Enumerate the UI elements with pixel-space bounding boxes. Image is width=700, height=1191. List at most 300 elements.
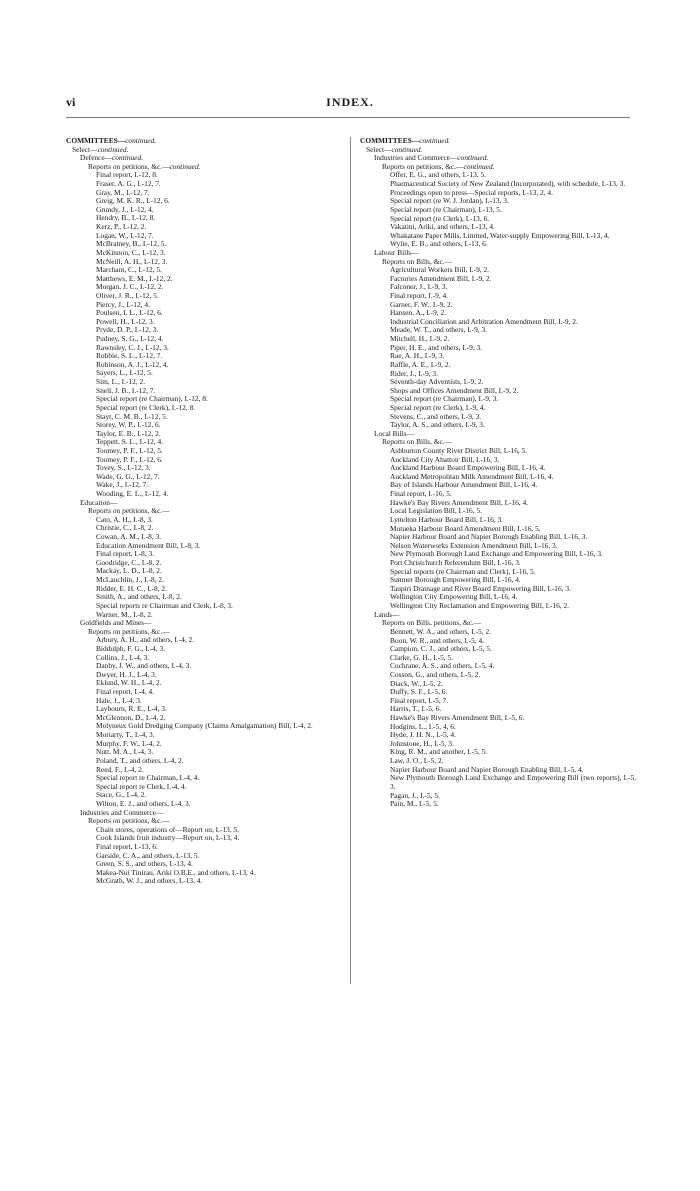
entry-text: Rider, J., I.-9, 3. xyxy=(390,369,438,378)
entry-text: Proceedings open to press—Special reports, I.-13, 2, 4. xyxy=(390,187,553,197)
index-entry xyxy=(360,318,636,327)
entry-text: Falconer, J., I.-9, 3. xyxy=(390,283,448,292)
entry-text: Reports on petitions, &c.— xyxy=(382,162,464,171)
index-entry xyxy=(66,619,342,628)
entry-text: Pryde, D. P., I.-12, 3. xyxy=(96,326,159,335)
index-entry xyxy=(66,524,342,533)
entry-text: Local Legislation Bill, I.-16, 5. xyxy=(390,507,482,516)
index-entry xyxy=(360,275,636,284)
index-entry xyxy=(360,215,636,224)
index-entry xyxy=(360,481,636,490)
index-entry xyxy=(66,593,342,602)
index-entry xyxy=(66,499,342,508)
index-entry xyxy=(360,258,636,267)
entry-continued: continued. xyxy=(112,154,144,163)
entry-text: Lands— xyxy=(374,610,400,619)
entry-text: Hawke's Bay Rivers Amendment Bill, I.-16, 4. xyxy=(390,498,529,507)
index-entry xyxy=(360,507,636,516)
entry-text: Murphy, F. W., I.-4, 2. xyxy=(96,739,162,748)
entry-text: Pudney, S. G., I.-12, 4. xyxy=(96,335,164,344)
entry-text: Diack, W., I.-5, 2. xyxy=(390,679,443,688)
entry-text: Special report (re Clerk), I.-13, 6. xyxy=(390,214,490,223)
index-entry xyxy=(66,800,342,809)
index-entry xyxy=(66,223,342,232)
entry-text: Vakatini, Ariki, and others, I.-13, 4. xyxy=(390,223,495,232)
entry-text: Lyttelton Harbour Board Bill, I.-16, 3. xyxy=(390,515,504,524)
entry-text: Reports on petitions, &c.— xyxy=(88,627,170,636)
entry-text: Hyde, J. H. N., I.-5, 4. xyxy=(390,731,456,740)
index-entry xyxy=(66,283,342,292)
index-entry xyxy=(360,163,636,172)
entry-text: Warner, M., I.-8, 2. xyxy=(96,610,153,619)
entry-text: Meade, W. T., and others, I.-9, 3. xyxy=(390,326,488,335)
entry-text: McGlennon, D., I.-4, 2. xyxy=(96,713,166,722)
index-entry xyxy=(66,232,342,241)
index-entry xyxy=(66,292,342,301)
index-entry xyxy=(360,654,636,663)
entry-text: Sumner Borough Empowering Bill, I.-16, 4. xyxy=(390,576,521,585)
index-entry xyxy=(66,258,342,267)
index-entry xyxy=(360,516,636,525)
entry-text: Matthews, E. M., I.-12, 2. xyxy=(96,274,173,283)
entry-text: Bay of Islands Harbour Amendment Bill, I.-16, 4. xyxy=(390,481,538,490)
index-entry xyxy=(66,679,342,688)
entry-text: Reports on petitions, &c.— xyxy=(88,162,170,171)
index-entry xyxy=(66,559,342,568)
entry-text: Industries and Commerce— xyxy=(374,154,458,163)
entry-text: Robbie, S. L., I.-12, 7. xyxy=(96,352,163,361)
index-entry xyxy=(360,645,636,654)
index-entry xyxy=(66,585,342,594)
entry-text: McNeill, A. H., I.-12, 3. xyxy=(96,257,168,266)
entry-text: Reports on Bills, &c.— xyxy=(382,257,453,266)
index-entry xyxy=(360,395,636,404)
index-entry xyxy=(360,559,636,568)
index-entry xyxy=(66,645,342,654)
page-title: INDEX. xyxy=(326,95,374,109)
index-entry xyxy=(66,387,342,396)
entry-text: Morgan, J. C., I.-12, 2. xyxy=(96,283,164,292)
index-entry xyxy=(360,723,636,732)
entry-text: New Plymouth Borough Land Exchange and Empowering Bill, I.-16, 3. xyxy=(390,549,603,559)
index-entry xyxy=(360,585,636,594)
index-entry xyxy=(360,619,636,628)
index-entry xyxy=(66,542,342,551)
index-entry xyxy=(360,266,636,275)
index-entry xyxy=(360,344,636,353)
entry-text: Reports on petitions, &c.— xyxy=(88,507,170,516)
entry-text: Industries and Commerce— xyxy=(80,808,164,817)
entry-text: Greig, M. K. R., I.-12, 6. xyxy=(96,197,170,206)
entry-text: Stevens, C., and others, I.-9, 3. xyxy=(390,412,482,421)
index-entry xyxy=(66,869,342,878)
index-entry xyxy=(66,413,342,422)
entry-text: Special report (re Chairman), I.-12, 8. xyxy=(96,395,208,404)
entry-text: Wellington City Empowering Bill, I.-16, 4. xyxy=(390,593,518,602)
index-entry xyxy=(66,197,342,206)
left-column xyxy=(66,137,342,886)
index-entry xyxy=(360,206,636,215)
entry-text: Select— xyxy=(72,145,98,154)
entry-text: Whakatane Paper Mills, Limited, Water-supply Empowering Bill, I.-13, 4. xyxy=(390,230,610,240)
index-entry xyxy=(66,628,342,637)
entry-text: Toomey, P. F., I.-12, 5. xyxy=(96,446,163,455)
entry-text: Final report, I.-4, 4. xyxy=(96,688,155,696)
entry-text: Labour Bills— xyxy=(374,248,419,257)
entry-text: Poland, T., and others, I.-4, 2. xyxy=(96,756,184,765)
entry-text: King, R. M., and another, I.-5, 5. xyxy=(390,748,487,757)
entry-continued: continued. xyxy=(125,137,157,145)
entry-continued: continued. xyxy=(169,162,201,171)
entry-text: Makea-Nui Tinirau, Ariki O.B.E., and others, I.-13, 4. xyxy=(96,867,256,877)
index-entry xyxy=(66,843,342,852)
entry-text: Johnstone, H., I.-5, 3. xyxy=(390,739,454,748)
entry-text: Molyneux Gold Dredging Company (Claims Amalgamation) Bill, I.-4, 2. xyxy=(96,721,313,731)
entry-text: Special reports re Chairman and Clerk, I.-8, 3. xyxy=(96,601,233,610)
index-entry xyxy=(66,834,342,843)
index-entry xyxy=(66,533,342,542)
index-entry xyxy=(360,283,636,292)
index-entry xyxy=(66,516,342,525)
index-entry xyxy=(360,637,636,646)
index-entry xyxy=(360,370,636,379)
entry-text: Bennett, W. A., and others, I.-5, 2. xyxy=(390,627,491,636)
entry-text: Final report, I.-16, 5. xyxy=(390,490,452,499)
entry-text: COMMITTEES— xyxy=(360,137,420,145)
index-entry xyxy=(66,361,342,370)
entry-text: Wylie, E. B., and others, I.-13, 6. xyxy=(390,240,488,249)
entry-text: Pagan, J., I.-5, 5. xyxy=(390,791,440,800)
entry-text: Final report, I.-13, 6. xyxy=(96,842,158,851)
index-entry xyxy=(360,387,636,396)
entry-text: Powell, H., I.-12, 3. xyxy=(96,317,155,326)
entry-text: Industrial Conciliation and Arbitration Amendment Bill, I.-9, 2. xyxy=(390,316,578,326)
entry-text: Hawke's Bay Rivers Amendment Bill, I.-5, 6. xyxy=(390,713,525,722)
index-entry xyxy=(66,688,342,697)
index-entry xyxy=(360,800,636,809)
entry-text: Special reports (re Chairman and Clerk), I.-16, 5. xyxy=(390,567,536,576)
index-entry xyxy=(66,490,342,499)
index-entry xyxy=(66,740,342,749)
index-entry xyxy=(66,214,342,223)
entry-continued: continued. xyxy=(419,137,451,145)
index-entry xyxy=(360,774,636,791)
entry-text: Storey, W. P., I.-12, 6. xyxy=(96,421,161,430)
index-entry xyxy=(360,154,636,163)
entry-text: Arbury, A. H., and others, I.-4, 2. xyxy=(96,636,195,645)
index-entry xyxy=(360,568,636,577)
entry-text: Pharmaceutical Society of New Zealand (Incorporated), with schedule, I.-13, 3. xyxy=(390,179,626,189)
entry-text: Hodgins, L., I.-5, 4, 6. xyxy=(390,722,456,731)
index-entry xyxy=(360,413,636,422)
entry-text: Rae, A. H., I.-9, 3. xyxy=(390,352,445,361)
index-entry xyxy=(66,456,342,465)
index-entry xyxy=(360,705,636,714)
index-entry xyxy=(360,189,636,198)
index-entry xyxy=(66,774,342,783)
index-entry xyxy=(360,421,636,430)
entry-text: Poulsen, I. L., I.-12, 6. xyxy=(96,309,163,318)
entry-text: Piper, H. E., and others, I.-9, 3. xyxy=(390,343,483,352)
index-entry xyxy=(66,146,342,155)
index-entry xyxy=(360,232,636,241)
index-entry xyxy=(66,731,342,740)
entry-text: Sim, L., I.-12, 2. xyxy=(96,378,146,387)
index-entry xyxy=(360,335,636,344)
index-entry xyxy=(360,438,636,447)
index-entry xyxy=(66,240,342,249)
entry-text: Cato, A. H., I.-8, 3. xyxy=(96,515,153,524)
index-entry xyxy=(66,447,342,456)
entry-text: Auckland City Abattoir Bill, I.-16, 3. xyxy=(390,455,500,464)
entry-text: Special report (re Chairman), I.-13, 5. xyxy=(390,205,502,214)
index-entry xyxy=(360,301,636,310)
entry-text: Mackay, L. D., I.-8, 2. xyxy=(96,567,162,576)
entry-text: Chain stores, operations of—Report on, I.-13, 5. xyxy=(96,825,240,834)
entry-text: Defence— xyxy=(80,154,113,163)
entry-text: Education— xyxy=(80,498,118,507)
index-entry xyxy=(360,473,636,482)
entry-text: Cowan, A. M., I.-8, 3. xyxy=(96,533,162,542)
index-entry xyxy=(66,309,342,318)
entry-text: Dwyer, H. J., I.-4, 3. xyxy=(96,670,157,679)
index-entry xyxy=(360,731,636,740)
entry-text: Snell, J. B., I.-12, 7. xyxy=(96,386,156,395)
entry-text: McBratney, B., I.-12, 5. xyxy=(96,240,167,249)
index-entry xyxy=(360,671,636,680)
index-entry xyxy=(360,249,636,258)
entry-text: COMMITTEES— xyxy=(66,137,126,145)
entry-text: Campion, C. J., and others, I.-5, 5. xyxy=(390,645,492,654)
index-entry xyxy=(66,275,342,284)
index-entry xyxy=(66,550,342,559)
entry-text: Pain, M., I.-5, 5. xyxy=(390,800,439,809)
entry-text: Education Amendment Bill, I.-8, 3. xyxy=(96,541,201,550)
index-entry xyxy=(66,318,342,327)
index-entry xyxy=(66,826,342,835)
index-entry xyxy=(66,697,342,706)
entry-text: Factories Amendment Bill, I.-9, 2. xyxy=(390,274,492,283)
entry-text: Christie, C., I.-8, 2. xyxy=(96,524,154,533)
entry-text: Stace, G., I.-4, 2. xyxy=(96,791,147,800)
entry-text: Eklund, W. H., I.-4, 2. xyxy=(96,679,162,688)
index-entry xyxy=(360,404,636,413)
right-column xyxy=(360,137,636,809)
entry-text: Oliver, J. R., I.-12, 5. xyxy=(96,291,159,300)
index-entry xyxy=(360,292,636,301)
entry-text: Shops and Offices Amendment Bill, I.-9, 2. xyxy=(390,386,519,395)
entry-text: Local Bills— xyxy=(374,429,415,438)
index-entry xyxy=(66,705,342,714)
index-entry xyxy=(66,852,342,861)
entry-text: Final report, I.-12, 8. xyxy=(96,171,158,180)
entry-text: Gray, M., I.-12, 7. xyxy=(96,188,150,197)
entry-text: Fraser, A. G., I.-12, 7. xyxy=(96,180,161,189)
entry-text: Logan, W., I.-12, 7. xyxy=(96,231,154,240)
entry-text: Sayers, L., I.-12, 5. xyxy=(96,369,153,378)
index-entry xyxy=(360,688,636,697)
entry-continued: continued. xyxy=(97,145,129,154)
entry-text: Laybourn, R. E., I.-4, 3. xyxy=(96,705,167,714)
entry-text: Napier Harbour Board and Napier Borough Enabling Bill, I.-5, 4. xyxy=(390,764,584,774)
entry-text: Special report (re Chairman), I.-9, 3. xyxy=(390,395,499,404)
index-entry xyxy=(66,671,342,680)
index-entry xyxy=(360,137,636,146)
entry-text: Garside, C. A., and others, I.-13, 5. xyxy=(96,851,200,860)
header-rule xyxy=(66,117,630,118)
entry-text: Cook Islands fruit industry—Report on, I.-13, 4. xyxy=(96,834,240,843)
index-entry xyxy=(66,783,342,792)
entry-text: Law, J. O., I.-5, 2. xyxy=(390,757,444,766)
entry-text: Wade, G. G., I.-12, 7. xyxy=(96,472,160,481)
entry-text: Napier Harbour Board and Napier Borough Enabling Bill, I.-16, 3. xyxy=(390,532,588,542)
index-entry xyxy=(360,602,636,611)
entry-text: Boon, W. R., and others, I.-5, 4. xyxy=(390,636,485,645)
index-entry xyxy=(360,430,636,439)
entry-text: Port Christchurch Referendum Bill, I.-16, 3. xyxy=(390,558,521,567)
index-entry xyxy=(360,550,636,559)
index-entry xyxy=(66,757,342,766)
index-entry xyxy=(66,636,342,645)
entry-text: Collins, J., I.-4, 3. xyxy=(96,653,150,662)
entry-text: Stayt, C. M. B., I.-12, 5. xyxy=(96,412,168,421)
index-entry xyxy=(66,301,342,310)
entry-text: Cosson, G., and others, I.-5, 2. xyxy=(390,670,481,679)
index-entry xyxy=(66,249,342,258)
entry-text: Wooding, E. L., I.-12, 4. xyxy=(96,489,169,498)
index-entry xyxy=(66,602,342,611)
entry-text: Harris, T., I.-5, 6. xyxy=(390,705,442,714)
entry-continued: continued. xyxy=(463,162,495,171)
entry-text: McGrath, W. J., and others, I.-13, 4. xyxy=(96,877,203,886)
index-entry xyxy=(66,378,342,387)
entry-text: Duffy, S. F., I.-5, 6. xyxy=(390,688,448,697)
index-entry xyxy=(66,326,342,335)
entry-text: Special report (re Clerk), I.-9, 4. xyxy=(390,403,486,412)
entry-text: Offer, E. G., and others, I.-13, 5. xyxy=(390,171,487,180)
index-entry xyxy=(66,438,342,447)
entry-text: Agricultural Workers Bill, I.-9, 2. xyxy=(390,266,490,275)
entry-text: Danby, J. W., and others, I.-4, 3. xyxy=(96,662,192,671)
entry-text: Robinson, A. J., I.-12, 4. xyxy=(96,360,169,369)
index-entry xyxy=(66,369,342,378)
entry-continued: continued. xyxy=(391,145,423,154)
index-entry xyxy=(66,748,342,757)
index-entry xyxy=(66,180,342,189)
index-entry xyxy=(360,146,636,155)
entry-text: Reports on Bills, &c.— xyxy=(382,438,453,447)
entry-text: Hendry, B., I.-12, 8. xyxy=(96,214,156,223)
entry-text: Nutt, M. A., I.-4, 3. xyxy=(96,748,154,757)
index-entry xyxy=(360,680,636,689)
index-entry xyxy=(66,421,342,430)
entry-text: New Plymouth Borough Land Exchange and Empowering Bill (two reports), I.-5, 3. xyxy=(390,773,636,791)
entry-text: Wilton, E. J., and others, I.-4, 3. xyxy=(96,799,191,808)
index-entry xyxy=(66,335,342,344)
entry-text: Garner, F. W., I.-9, 2. xyxy=(390,300,453,309)
entry-text: Final report, I.-8, 3. xyxy=(96,550,155,559)
entry-text: McLauchlin, J., I.-8, 2. xyxy=(96,576,164,585)
index-entry xyxy=(360,326,636,335)
entry-text: Mitchell, H., I.-9, 2. xyxy=(390,335,450,344)
entry-text: Smith, A., and others, I.-8, 2. xyxy=(96,593,182,602)
index-entry xyxy=(66,481,342,490)
entry-text: Seventh-day Adventists, I.-9, 2. xyxy=(390,378,484,387)
entry-text: Nelson Waterworks Extension Amendment Bill, I.-16, 3. xyxy=(390,540,558,550)
index-entry xyxy=(66,154,342,163)
index-entry xyxy=(66,507,342,516)
index-entry xyxy=(360,740,636,749)
entry-text: Select— xyxy=(366,145,392,154)
index-entry xyxy=(66,163,342,172)
index-entry xyxy=(66,567,342,576)
entry-text: Goldfields and Mines— xyxy=(80,619,152,628)
index-entry xyxy=(360,628,636,637)
entry-text: Final report, I.-5, 7. xyxy=(390,696,449,705)
entry-text: Kerz, P., I.-12, 2. xyxy=(96,223,147,232)
entry-text: Wellington City Reclamation and Empowering Bill, I.-16, 2. xyxy=(390,601,570,611)
entry-text: Teppett, S. L., I.-12, 4. xyxy=(96,438,164,447)
entry-text: Biddulph, F. G., I.-4, 3. xyxy=(96,644,166,653)
index-entry xyxy=(360,611,636,620)
column-divider xyxy=(350,137,351,984)
entry-text: Auckland Metropolitan Milk Amendment Bill, I.-16, 4. xyxy=(390,471,554,481)
entry-text: Tovey, S., I.-12, 3. xyxy=(96,464,151,473)
index-entry xyxy=(360,697,636,706)
index-entry xyxy=(66,464,342,473)
index-entry xyxy=(360,456,636,465)
index-entry xyxy=(66,817,342,826)
entry-text: Moriarty, T., I.-4, 3. xyxy=(96,731,155,740)
index-entry xyxy=(66,171,342,180)
index-entry xyxy=(66,206,342,215)
index-entry xyxy=(66,611,342,620)
index-entry xyxy=(360,197,636,206)
entry-text: Green, S. S., and others, I.-13, 4. xyxy=(96,860,193,869)
entry-text: Grundy, J., I.-12, 4. xyxy=(96,205,154,214)
index-entry xyxy=(66,576,342,585)
index-entry xyxy=(360,240,636,249)
index-entry xyxy=(66,352,342,361)
index-entry xyxy=(66,722,342,731)
index-entry xyxy=(66,791,342,800)
page-number: vi xyxy=(66,95,76,109)
index-entry xyxy=(360,447,636,456)
entry-text: Motueka Harbour Board Amendment Bill, I.-16, 5. xyxy=(390,524,541,533)
index-entry xyxy=(66,266,342,275)
entry-text: Reports on Bills, petitions, &c.— xyxy=(382,619,482,628)
entry-text: Final report, I.-9, 4. xyxy=(390,292,449,301)
entry-text: Cochrane, A. S., and others, I.-5, 4. xyxy=(390,662,495,671)
entry-text: Rawnsley, C. J., I.-12, 3. xyxy=(96,343,169,352)
index-entry xyxy=(66,404,342,413)
index-entry xyxy=(66,662,342,671)
entry-text: Raffle, A. E., I.-9, 2. xyxy=(390,360,451,369)
entry-text: Toomey, P. F., I.-12, 6. xyxy=(96,455,163,464)
entry-continued: continued. xyxy=(457,154,489,163)
index-entry xyxy=(360,499,636,508)
index-entry xyxy=(66,395,342,404)
entry-text: Wake, J., I.-12, 7. xyxy=(96,481,149,490)
index-entry xyxy=(360,792,636,801)
entry-text: Taylor, E. B., I.-12, 2. xyxy=(96,429,161,438)
entry-text: Goodridge, C., I.-8, 2. xyxy=(96,558,162,567)
index-entry xyxy=(360,378,636,387)
index-entry xyxy=(66,877,342,886)
entry-text: Auckland Harbour Board Empowering Bill, I.-16, 4. xyxy=(390,464,546,473)
entry-text: Ashburton County River District Bill, I.-16, 5. xyxy=(390,447,528,455)
index-entry xyxy=(66,137,342,146)
